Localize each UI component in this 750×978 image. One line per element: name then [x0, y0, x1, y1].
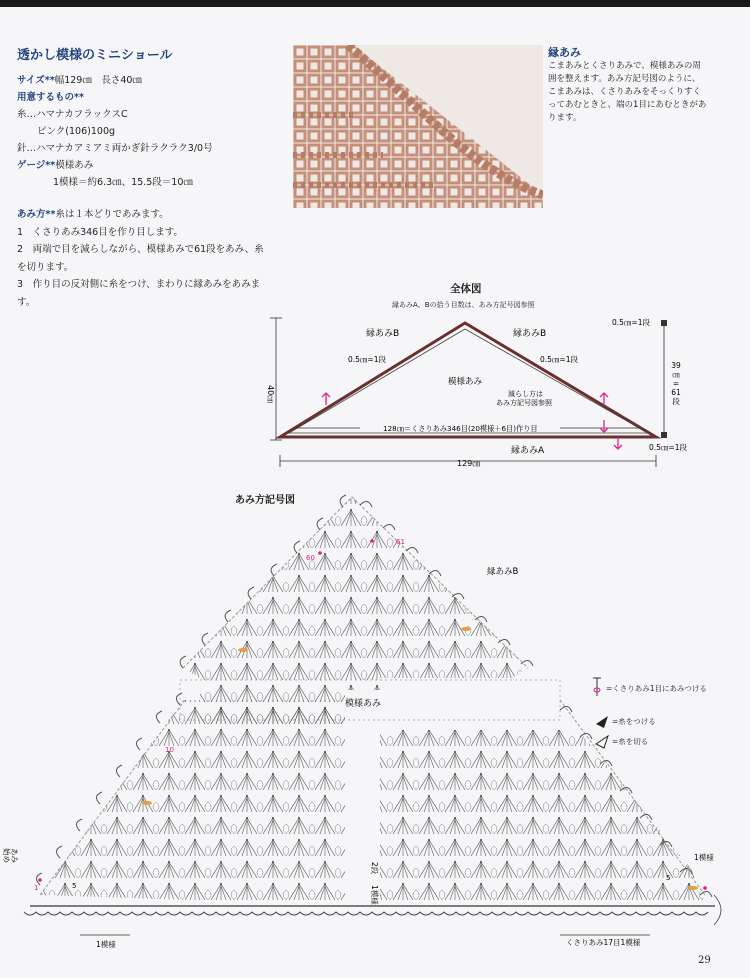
overview-row-bottom-right: 0.5㎝=1段 [649, 443, 687, 452]
rows-unit-dan: 段 [672, 397, 680, 406]
step-text: 両端で目を減らしながら、模様あみで61段をあみ、糸を切ります。 [17, 244, 264, 273]
rows-count: 61 [671, 388, 681, 397]
overview-foundation: 128㎝＝くさりあみ346目(20模様＋6目)作り目 [383, 424, 538, 433]
chart-row-60: 60 [306, 554, 315, 562]
chart-start-2: 始め [2, 848, 11, 863]
overview-row-right: 0.5㎝=1段 [540, 355, 578, 364]
chart-row-61: 61 [396, 538, 405, 546]
overview-row-left: 0.5㎝=1段 [348, 355, 386, 364]
page-number: 29 [698, 955, 711, 966]
chart-start-1: あみ [10, 848, 19, 863]
overview-width: 129㎝ [457, 459, 481, 468]
overview-height: 40㎝ [266, 385, 275, 404]
chart-two-rows: 2段 [370, 862, 379, 875]
chart-bottom-right-label: くさりあみ17目1模様 [566, 938, 641, 947]
overview-edge-a: 縁あみA [511, 446, 545, 456]
instructions-label: あみ方** [17, 209, 56, 220]
step-text: 作り目の反対側に糸をつけ、まわりに縁あみをあみます。 [17, 279, 261, 308]
size-label: サイズ** [17, 75, 55, 86]
rows-unit: ㎝ [672, 370, 680, 379]
edging-title: 縁あみ [548, 46, 581, 59]
legend-cut-yarn: =糸を切る [612, 737, 649, 746]
chart-row-10: 10 [165, 746, 174, 754]
overview-title: 全体図 [450, 283, 482, 295]
materials-label: 用意するもの** [17, 92, 84, 103]
legend-stitch-into-chain: =くさりあみ1目にあみつける [606, 684, 707, 693]
overview-edge-b-left: 縁あみB [366, 329, 400, 339]
needle-text: 針…ハマナカアミアミ両かぎ針ラクラク3/0号 [17, 143, 213, 154]
step-number: 3 [17, 279, 24, 290]
chart-edge-b: 縁あみB [487, 567, 519, 577]
overview-pattern-label: 模様あみ [448, 377, 483, 387]
gauge-label: ゲージ** [17, 160, 56, 171]
chart-row-5-left: 5 [72, 882, 77, 890]
chart-repeat-left: 1模様 [96, 940, 116, 949]
step-text: くさりあみ346目を作り目します。 [32, 226, 183, 238]
yarn-color-text: ピンク(106)100g [37, 126, 116, 137]
step-number: 1 [17, 226, 24, 238]
overview-decrease-2: あみ方記号図参照 [496, 399, 552, 407]
join-yarn-icon [596, 716, 608, 728]
overview-edge-b-right: 縁あみB [513, 329, 547, 339]
edging-description: こまあみとくさりあみで、模様あみの周囲を整えます。あみ方記号図のように、こまあみは、くさりあみをそっくりすくってあむときと、端の1目にあむときがあります。 [548, 61, 707, 123]
gauge-detail: 1模様＝約6.3㎝、15.5段＝10㎝ [53, 177, 193, 188]
stitch-into-chain-icon [593, 678, 601, 696]
chart-row-5-right: 5 [666, 874, 671, 882]
chart-title: あみ方記号図 [235, 495, 295, 506]
overview-row-top-right: 0.5㎝=1段 [612, 318, 650, 327]
size-value: 幅129㎝ 長さ40㎝ [54, 75, 142, 86]
gauge-value: 模様あみ [55, 160, 94, 171]
yarn-text: 糸…ハマナカフラックスC [17, 109, 128, 120]
chart-row-1: 1 [34, 884, 39, 892]
legend-join-yarn: =糸をつける [612, 717, 656, 726]
rows-cm: 39 [671, 361, 681, 370]
chart-one-repeat: 1模様 [370, 885, 379, 905]
overview-diagram [266, 317, 687, 468]
chart-pattern-label: 模様あみ [345, 699, 382, 709]
instructions-intro: 糸は１本どりであみます。 [55, 209, 169, 220]
overview-note: 縁あみA、Bの拾う目数は、あみ方記号図参照 [392, 301, 535, 309]
step-number: 2 [17, 244, 24, 255]
overview-rows-label [671, 361, 681, 406]
overview-decrease-1: 減らし方は [508, 390, 543, 398]
direction-arrows [322, 393, 622, 449]
cut-yarn-icon [596, 736, 608, 748]
pattern-title: 透かし模様のミニショール [17, 48, 173, 63]
rows-equals: = [672, 379, 680, 388]
chart-repeat-right: 1模様 [694, 853, 714, 862]
